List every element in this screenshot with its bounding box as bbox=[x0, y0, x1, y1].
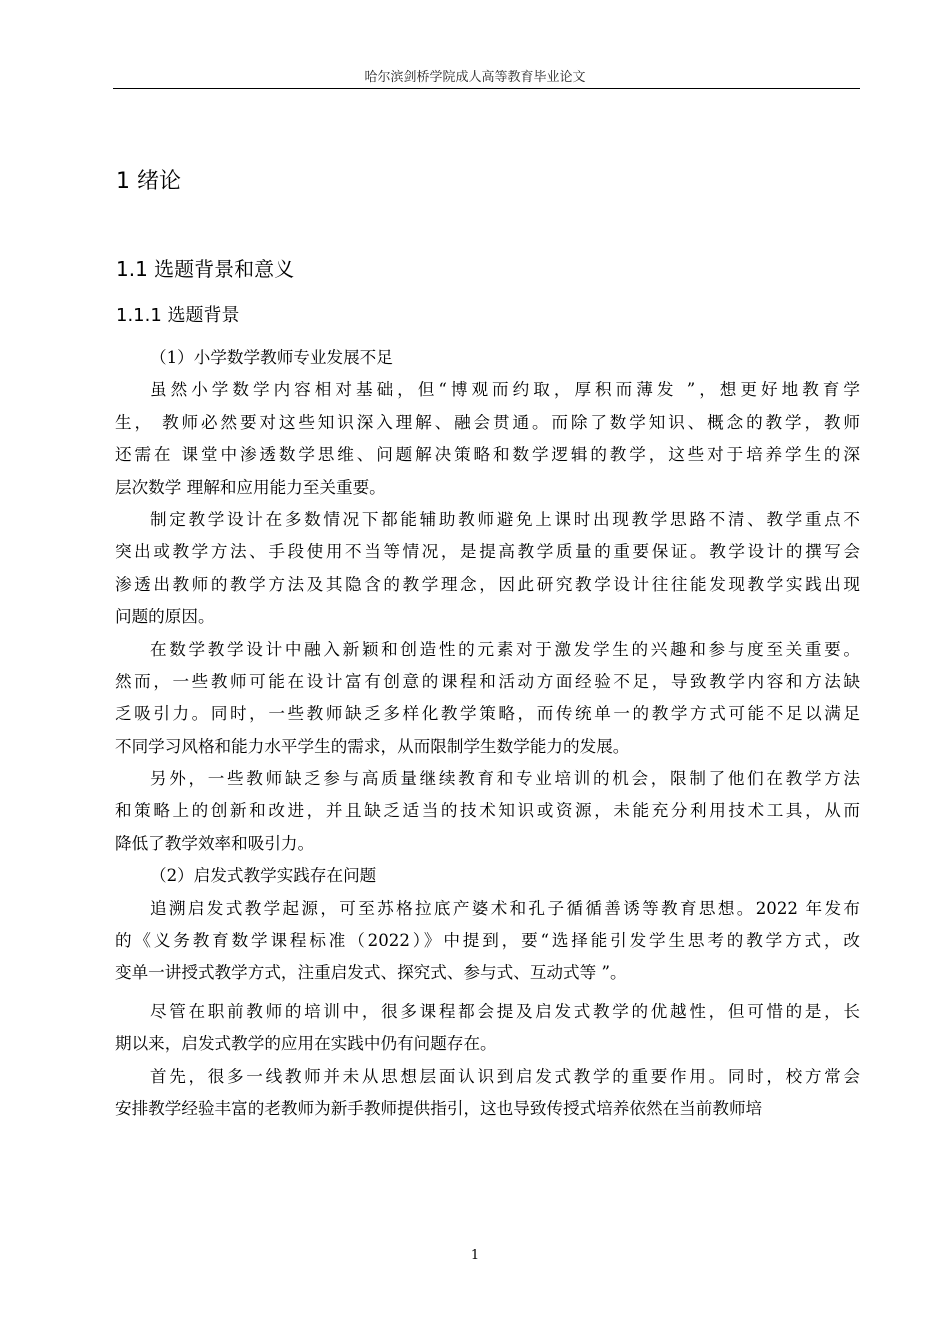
paragraph bbox=[115, 374, 860, 504]
text-line: 然而，一些教师可能在设计富有创意的课程和活动方面经验不足，导致教学内容和方法缺 bbox=[115, 671, 860, 691]
text-line: （1）小学数学教师专业发展不足 bbox=[150, 348, 393, 367]
page-number: 1 bbox=[470, 1248, 480, 1263]
text-line: 层次数学 理解和应用能力至关重要。 bbox=[115, 477, 386, 497]
paragraph bbox=[115, 504, 860, 634]
text-line: 安排教学经验丰富的老教师为新手教师提供指引，这也导致传授式培养依然在当前教师培 bbox=[115, 1098, 763, 1118]
subheading-paragraph bbox=[115, 860, 860, 892]
paragraph bbox=[115, 634, 860, 764]
text-line: 突出或教学方法、手段使用不当等情况，是提高教学质量的重要保证。教学设计的撰写会 bbox=[115, 542, 860, 562]
chapter-heading: 1 绪论 bbox=[116, 169, 181, 194]
text-line: 的《义务教育数学课程标准（2022）》中提到，要“选择能引发学生思考的教学方式，改 bbox=[115, 931, 860, 951]
paragraph bbox=[115, 763, 860, 860]
text-line: 变单一讲授式教学方式，注重启发式、探究式、参与式、互动式等 ”。 bbox=[115, 963, 627, 983]
section-heading: 1.1 选题背景和意义 bbox=[116, 257, 295, 281]
text-line: 另外，一些教师缺乏参与高质量继续教育和专业培训的机会，限制了他们在教学方法 bbox=[150, 769, 860, 789]
text-line: 渗透出教师的教学方法及其隐含的教学理念，因此研究教学设计往往能发现教学实践出现 bbox=[115, 574, 860, 594]
text-line: 虽然小学数学内容相对基础，但“博观而约取，厚积而薄发 ”，想更好地教育学 bbox=[150, 380, 860, 400]
paragraph bbox=[115, 996, 860, 1061]
text-line: 问题的原因。 bbox=[115, 607, 215, 627]
text-line: 首先，很多一线教师并未从思想层面认识到启发式教学的重要作用。同时，校方常会 bbox=[150, 1066, 860, 1086]
header-rule bbox=[113, 88, 860, 89]
text-line: 制定教学设计在多数情况下都能辅助教师避免上课时出现教学思路不清、教学重点不 bbox=[150, 509, 860, 529]
text-line: 期以来，启发式教学的应用在实践中仍有问题存在。 bbox=[115, 1034, 497, 1054]
text-line: 和策略上的创新和改进，并且缺乏适当的技术知识或资源，未能充分利用技术工具，从而 bbox=[115, 801, 860, 821]
paragraph bbox=[115, 893, 860, 990]
subsection-heading: 1.1.1 选题背景 bbox=[116, 305, 240, 326]
paragraph bbox=[115, 1061, 860, 1126]
text-line: 降低了教学效率和吸引力。 bbox=[115, 833, 315, 853]
running-header: 哈尔滨剑桥学院成人高等教育毕业论文 bbox=[364, 70, 586, 85]
text-line: 尽管在职前教师的培训中，很多课程都会提及启发式教学的优越性，但可惜的是，长 bbox=[150, 1001, 860, 1021]
text-line: 乏吸引力。同时，一些教师缺乏多样化教学策略，而传统单一的教学方式可能不足以满足 bbox=[115, 704, 860, 724]
text-line: （2）启发式教学实践存在问题 bbox=[150, 866, 377, 886]
text-line: 还需在 课堂中渗透数学思维、问题解决策略和数学逻辑的教学，这些对于培养学生的深 bbox=[115, 445, 860, 465]
text-line: 在数学教学设计中融入新颖和创造性的元素对于激发学生的兴趣和参与度至关重要。 bbox=[150, 639, 860, 659]
body-text bbox=[115, 342, 860, 1125]
text-line: 追溯启发式教学起源，可至苏格拉底产婆术和孔子循循善诱等教育思想。2022 年发布 bbox=[150, 898, 860, 918]
text-line: 不同学习风格和能力水平学生的需求，从而限制学生数学能力的发展。 bbox=[115, 736, 630, 756]
text-line: 生， 教师必然要对这些知识深入理解、融会贯通。而除了数学知识、概念的教学，教师 bbox=[115, 412, 860, 432]
subheading-paragraph bbox=[115, 342, 860, 374]
